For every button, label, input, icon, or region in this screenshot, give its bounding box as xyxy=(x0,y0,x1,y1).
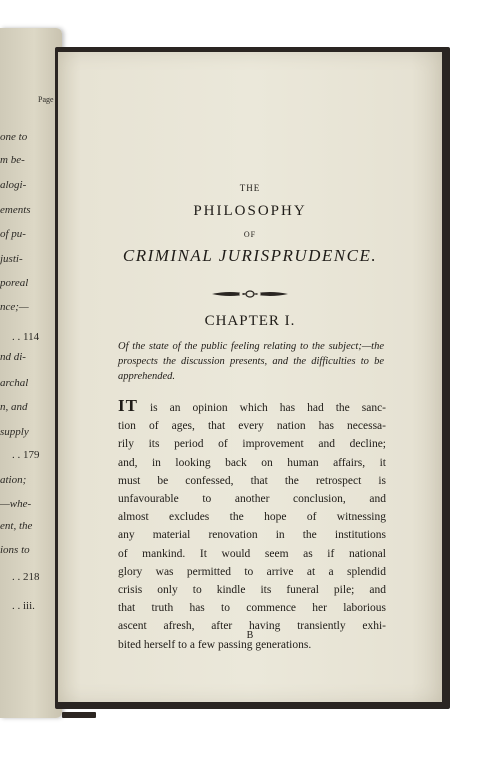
body-line: crisis only to kindle its funeral pile; and xyxy=(118,584,386,597)
left-index-line: . . 218 xyxy=(12,571,40,583)
left-index-line: ions to xyxy=(0,544,30,556)
left-index-line: of pu- xyxy=(0,228,26,240)
first-word-drop: IT xyxy=(118,396,138,415)
body-line: ascent afresh, after having transiently exhi- xyxy=(118,620,386,633)
body-line: of mankind. It would seem as if national xyxy=(118,547,386,560)
left-index-line: supply xyxy=(0,426,29,438)
body-line: and, in looking back on human affairs, it xyxy=(118,456,386,469)
body-line: unfavourable to another conclusion, and xyxy=(118,493,386,506)
left-index-line: one to xyxy=(0,131,28,143)
left-index-line: ation; xyxy=(0,474,27,486)
chapter-summary: Of the state of the public feeling relating to the subject;—the prospects the discussion presents, and the difficulties to be apprehended. xyxy=(118,341,384,382)
left-index-line: poreal xyxy=(0,277,29,289)
title-criminal-jurisprudence: CRIMINAL JURISPRUDENCE. xyxy=(122,246,378,265)
left-index-line: nd di- xyxy=(0,351,26,363)
left-index-line: Page xyxy=(38,95,54,104)
left-index-line: —whe- xyxy=(0,498,32,510)
chapter-heading: CHAPTER I. xyxy=(204,313,296,329)
left-index-line: ements xyxy=(0,204,31,216)
body-line: bited herself to a few passing generations. xyxy=(118,638,312,651)
left-page-index-text xyxy=(0,28,60,718)
body-line: glory was permitted to arrive at a splendid xyxy=(118,565,386,578)
title-philosophy: PHILOSOPHY xyxy=(193,203,307,219)
left-index-line: . . 114 xyxy=(12,331,40,343)
body-line: must be confessed, that the retrospect is xyxy=(118,474,386,487)
body-line: any material renovation in the institutions xyxy=(118,529,386,542)
left-index-line: alogi- xyxy=(0,179,27,191)
left-index-line: justi- xyxy=(0,253,23,265)
left-index-line: archal xyxy=(0,377,29,389)
left-index-line: . . iii. xyxy=(12,600,35,612)
signature-mark: B xyxy=(246,630,254,641)
left-index-line: nce;— xyxy=(0,301,29,313)
bookmark-ribbon xyxy=(62,712,96,718)
title-the: THE xyxy=(239,183,261,193)
body-line-text: is an opinion which has had the sanc- xyxy=(149,402,387,414)
left-page xyxy=(0,28,62,718)
left-index-line: ent, the xyxy=(0,520,33,532)
body-line: rily its period of improvement and decline; xyxy=(118,438,386,451)
left-index-line: . . 179 xyxy=(12,449,40,461)
body-paragraph xyxy=(118,397,386,654)
body-line: almost excludes the hope of witnessing xyxy=(118,511,386,524)
body-line xyxy=(118,397,386,417)
decorative-ornament-icon xyxy=(210,287,290,301)
body-line: tion of ages, that every nation has necessa- xyxy=(118,420,386,433)
left-index-line: n, and xyxy=(0,401,28,413)
body-line: that truth has to commence her laborious xyxy=(118,602,386,615)
left-index-line: m be- xyxy=(0,154,25,166)
title-of: OF xyxy=(243,230,257,239)
